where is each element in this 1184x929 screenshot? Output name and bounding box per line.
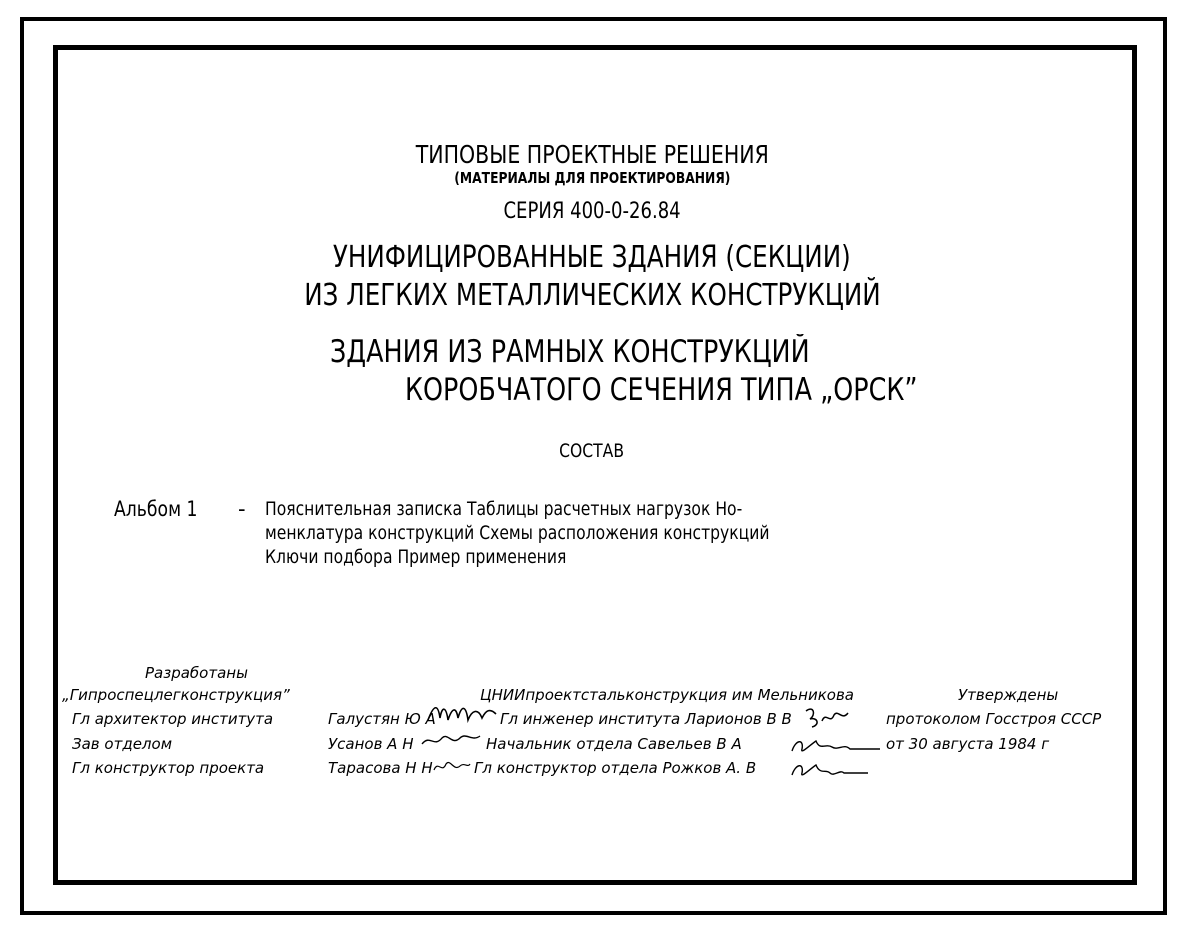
- signature-tarasova: [432, 756, 472, 778]
- contents-line-3: Ключи подбора Пример применения: [265, 546, 567, 568]
- title-line-2: ИЗ ЛЕГКИХ МЕТАЛЛИЧЕСКИХ КОНСТРУКЦИЙ: [303, 278, 881, 313]
- header-subtitle: (МАТЕРИАЛЫ ДЛЯ ПРОЕКТИРОВАНИЯ): [453, 169, 731, 187]
- contents-heading: СОСТАВ: [559, 440, 625, 462]
- album-dash: -: [238, 497, 246, 521]
- developer-row-3: Гл конструктор проекта: [72, 759, 265, 777]
- developer-name-3: Тарасова Н Н: [328, 759, 433, 777]
- signature-savelyev: [790, 733, 882, 757]
- contents-line-2: менклатура конструкций Схемы расположения конструкций: [265, 522, 770, 544]
- signature-usanov: [420, 728, 482, 754]
- album-label: Альбом 1: [114, 497, 198, 521]
- signature-rozhkov: [790, 757, 870, 781]
- title-line-1: УНИФИЦИРОВАННЫЕ ЗДАНИЯ (СЕКЦИИ): [333, 240, 851, 275]
- developer-heading: Разработаны: [145, 664, 248, 682]
- developer-row-1: Гл архитектор института: [72, 710, 274, 728]
- developer-row-2: Зав отделом: [72, 735, 173, 753]
- developer-name-1: Галустян Ю А: [328, 710, 436, 728]
- institute-row-2: Начальник отдела Савельев В А: [486, 735, 742, 753]
- developer-org: „Гипроспецлегконструкция”: [62, 686, 290, 704]
- institute-org: ЦНИИпроектстальконструкция им Мельникова: [480, 686, 854, 704]
- signature-galustyan: [426, 700, 498, 728]
- series-number: СЕРИЯ 400-0-26.84: [503, 199, 681, 224]
- institute-row-1: Гл инженер института Ларионов В В: [500, 710, 792, 728]
- signature-larionov: [802, 703, 852, 731]
- header-title: ТИПОВЫЕ ПРОЕКТНЫЕ РЕШЕНИЯ: [415, 140, 769, 169]
- institute-row-3: Гл конструктор отдела Рожков А. В: [474, 759, 757, 777]
- approval-line-2: от 30 августа 1984 г: [886, 735, 1050, 753]
- title-line-3: ЗДАНИЯ ИЗ РАМНЫХ КОНСТРУКЦИЙ: [330, 334, 810, 370]
- approval-line-1: протоколом Госстроя СССР: [886, 710, 1102, 728]
- contents-line-1: Пояснительная записка Таблицы расчетных нагрузок Но-: [265, 498, 743, 520]
- developer-name-2: Усанов А Н: [328, 735, 414, 753]
- approval-heading: Утверждены: [958, 686, 1059, 704]
- title-line-4: КОРОБЧАТОГО СЕЧЕНИЯ ТИПА „ОРСК”: [405, 372, 918, 408]
